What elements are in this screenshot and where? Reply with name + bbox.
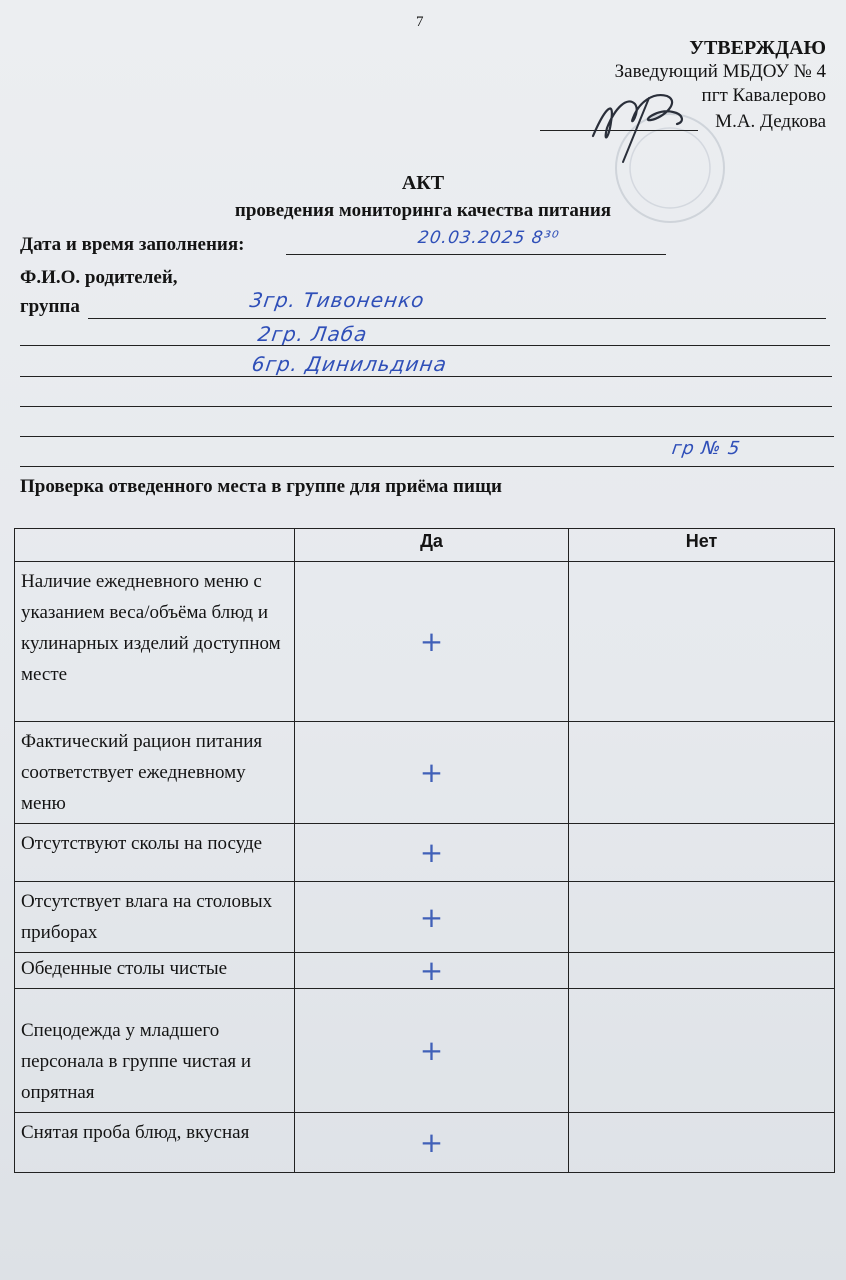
yes-mark: + <box>295 882 569 953</box>
section-title: Проверка отведенного места в группе для приёма пищи <box>20 476 502 497</box>
page-number: 7 <box>416 14 424 30</box>
yes-mark: + <box>295 562 569 722</box>
date-line <box>286 254 666 255</box>
header-yes: Да <box>295 529 569 562</box>
no-mark <box>569 1113 835 1173</box>
no-mark <box>569 722 835 824</box>
group-line-1 <box>88 318 826 319</box>
table-row <box>15 953 835 989</box>
table-row <box>15 562 835 722</box>
group-entry-4: гр № 5 <box>670 438 742 459</box>
yes-mark: + <box>295 953 569 989</box>
criterion-cell: Наличие ежедневного меню с указанием веса/объёма блюд и кулинарных изделий доступном месте <box>15 562 295 722</box>
yes-mark: + <box>295 824 569 882</box>
criterion-cell: Фактический рацион питания соответствует ежедневному меню <box>15 722 295 824</box>
header-criterion <box>15 529 295 562</box>
approval-place: пгт Кавалерово <box>701 85 826 106</box>
document-subtitle: проведения мониторинга качества питания <box>234 200 612 221</box>
signature <box>545 78 725 168</box>
criterion-cell: Обеденные столы чистые <box>15 953 295 989</box>
criterion-cell: Отсутствуют сколы на посуде <box>15 824 295 882</box>
group-entry-1: 3гр. Тивоненко <box>248 288 427 312</box>
table-row <box>15 824 835 882</box>
group-line-2 <box>20 345 830 346</box>
yes-mark: + <box>295 1113 569 1173</box>
date-value: 20.03.2025 8³⁰ <box>416 228 561 248</box>
yes-mark: + <box>295 722 569 824</box>
no-mark <box>569 824 835 882</box>
date-label: Дата и время заполнения: <box>20 234 245 255</box>
table-row <box>15 1113 835 1173</box>
check-table <box>14 528 835 1173</box>
criterion-cell: Спецодежда у младшего персонала в группе чистая и опрятная <box>15 989 295 1113</box>
group-line-6 <box>20 466 834 467</box>
table-row <box>15 882 835 953</box>
table-row <box>15 722 835 824</box>
no-mark <box>569 953 835 989</box>
document-title: АКТ <box>401 172 445 194</box>
group-entry-3: 6гр. Динильдина <box>250 352 449 376</box>
no-mark <box>569 562 835 722</box>
group-line-4 <box>20 406 832 407</box>
no-mark <box>569 882 835 953</box>
group-line-5 <box>20 436 834 437</box>
header-no: Нет <box>569 529 835 562</box>
criterion-cell: Отсутствует влага на столовых приборах <box>15 882 295 953</box>
group-label: группа <box>20 296 80 317</box>
no-mark <box>569 989 835 1113</box>
table-row <box>15 989 835 1113</box>
yes-mark: + <box>295 989 569 1113</box>
parents-label: Ф.И.О. родителей, <box>20 267 178 288</box>
group-entry-2: 2гр. Лаба <box>256 322 370 346</box>
approval-title: УТВЕРЖДАЮ <box>689 37 826 59</box>
group-line-3 <box>20 376 832 377</box>
table-header-row <box>15 529 835 562</box>
approval-name: М.А. Дедкова <box>715 111 826 132</box>
criterion-cell: Снятая проба блюд, вкусная <box>15 1113 295 1173</box>
approval-position: Заведующий МБДОУ № 4 <box>614 61 826 82</box>
